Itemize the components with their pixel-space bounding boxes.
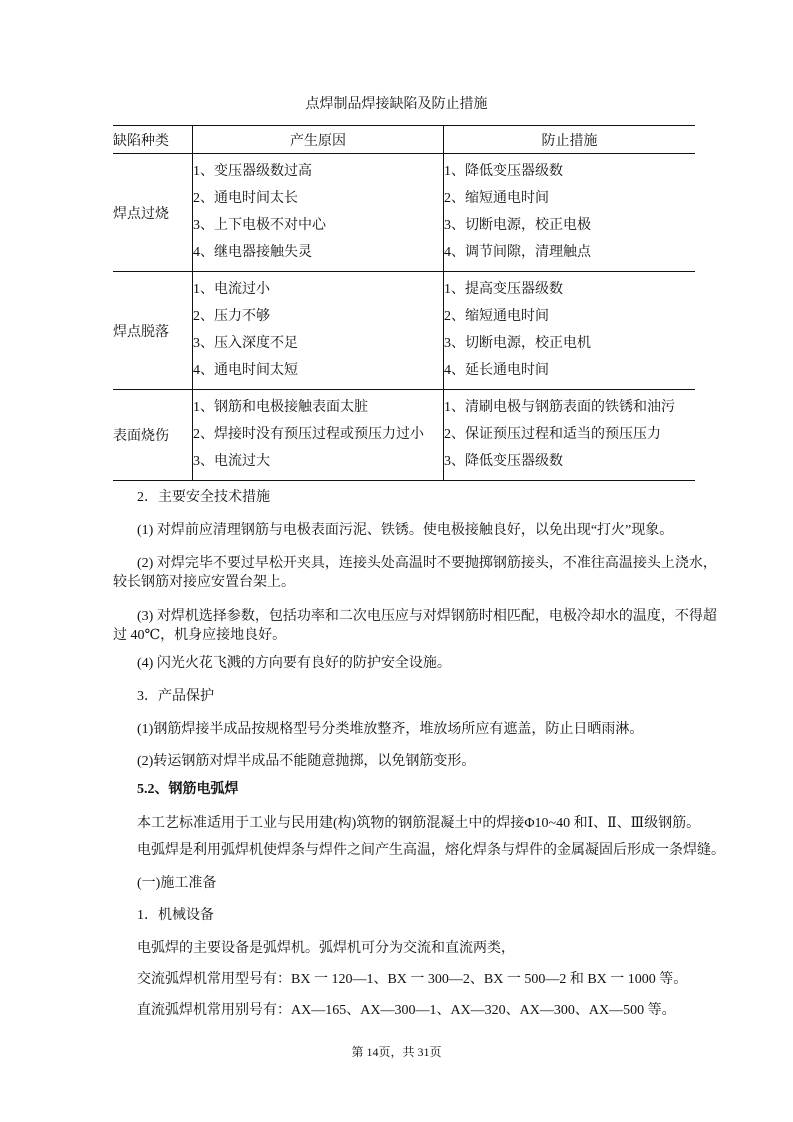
table-row: [113, 390, 695, 481]
defect-cell: 焊点过烧: [113, 154, 193, 272]
defects-table: [113, 125, 695, 481]
header-defect-type: 缺陷种类: [113, 126, 193, 154]
cause-item: 3、压入深度不足: [193, 336, 298, 351]
measure-item: 2、缩短通电时间: [444, 309, 549, 324]
paragraph: 本工艺标准适用于工业与民用建(构)筑物的钢筋混凝土中的焊接Φ10~40 和Ⅰ、Ⅱ、Ⅲ级钢筋。: [137, 816, 701, 831]
defect-cell: 表面烧伤: [113, 390, 193, 481]
measure-item: 3、切断电源，校正电极: [444, 218, 591, 233]
measure-item: 4、调节间隙，清理触点: [444, 245, 591, 260]
header-measures: 防止措施: [444, 126, 696, 154]
cause-item: 4、通电时间太短: [193, 363, 298, 378]
table-title: 点焊制品焊接缺陷及防止措施: [305, 97, 488, 112]
causes-cell: [193, 390, 444, 481]
paragraph: (3) 对焊机选择参数，包括功率和二次电压应与对焊钢筋时相匹配，电极冷却水的温度，不得超: [137, 609, 717, 624]
paragraph: 电弧焊是利用弧焊机使焊条与焊件之间产生高温，熔化焊条与焊件的金属凝固后形成一条焊缝。: [137, 843, 725, 858]
header-causes: 产生原因: [193, 126, 444, 154]
defect-cell: 焊点脱落: [113, 272, 193, 390]
measure-item: 1、提高变压器级数: [444, 282, 563, 297]
paragraph: (2) 对焊完毕不要过早松开夹具，连接头处高温时不要抛掷钢筋接头，不准往高温接头上浇水，: [137, 556, 717, 571]
table-row: [113, 272, 695, 390]
measure-item: 1、降低变压器级数: [444, 164, 563, 179]
paragraph: (1)钢筋焊接半成品按规格型号分类堆放整齐，堆放场所应有遮盖，防止日晒雨淋。: [137, 722, 644, 737]
measure-item: 2、保证预压过程和适当的预压压力: [444, 427, 661, 442]
measures-cell: [444, 390, 696, 481]
cause-item: 1、电流过小: [193, 282, 270, 297]
cause-item: 2、焊接时没有预压过程或预压力过小: [193, 427, 424, 442]
measures-cell: [444, 272, 696, 390]
measures-cell: [444, 154, 696, 272]
prep-heading: (一)施工准备: [137, 876, 217, 891]
safety-heading: 2．主要安全技术措施: [137, 490, 270, 505]
table-header-row: [113, 126, 695, 154]
measure-item: 3、切断电源，校正电机: [444, 336, 591, 351]
paragraph: 交流弧焊机常用型号有：BX 一 120—1、BX 一 300—2、BX 一 500—2 和 BX 一 1000 等。: [137, 972, 688, 987]
measure-item: 2、缩短通电时间: [444, 191, 549, 206]
paragraph: 电弧焊的主要设备是弧焊机。弧焊机可分为交流和直流两类，: [137, 941, 515, 956]
cause-item: 2、通电时间太长: [193, 191, 298, 206]
equip-heading: 1．机械设备: [137, 908, 214, 923]
table-row: [113, 154, 695, 272]
cause-item: 4、继电器接触失灵: [193, 245, 312, 260]
causes-cell: [193, 154, 444, 272]
cause-item: 1、钢筋和电极接触表面太脏: [193, 400, 368, 415]
cause-item: 2、压力不够: [193, 309, 270, 324]
paragraph: 直流弧焊机常用别号有：AX—165、AX—300—1、AX—320、AX—300、AX—500 等。: [137, 1003, 676, 1018]
measure-item: 3、降低变压器级数: [444, 454, 563, 469]
paragraph: (1) 对焊前应清理钢筋与电极表面污泥、铁锈。使电极接触良好，以免出现“打火”现象。: [137, 523, 674, 538]
protect-heading: 3．产品保护: [137, 689, 214, 704]
causes-cell: [193, 272, 444, 390]
paragraph-continued: 较长钢筋对接应安置台架上。: [113, 575, 295, 590]
measure-item: 1、清刷电极与钢筋表面的铁锈和油污: [444, 400, 675, 415]
paragraph-continued: 过 40℃，机身应接地良好。: [113, 628, 287, 643]
paragraph: (2)转运钢筋对焊半成品不能随意抛掷，以免钢筋变形。: [137, 754, 476, 769]
paragraph: (4) 闪光火花飞溅的方向要有良好的防护安全设施。: [137, 656, 451, 671]
page-footer: 第 14页，共 31页: [351, 1045, 442, 1059]
section-heading: 5.2、钢筋电弧焊: [137, 782, 239, 797]
cause-item: 3、电流过大: [193, 454, 270, 469]
measure-item: 4、延长通电时间: [444, 363, 549, 378]
cause-item: 1、变压器级数过高: [193, 164, 312, 179]
cause-item: 3、上下电极不对中心: [193, 218, 326, 233]
